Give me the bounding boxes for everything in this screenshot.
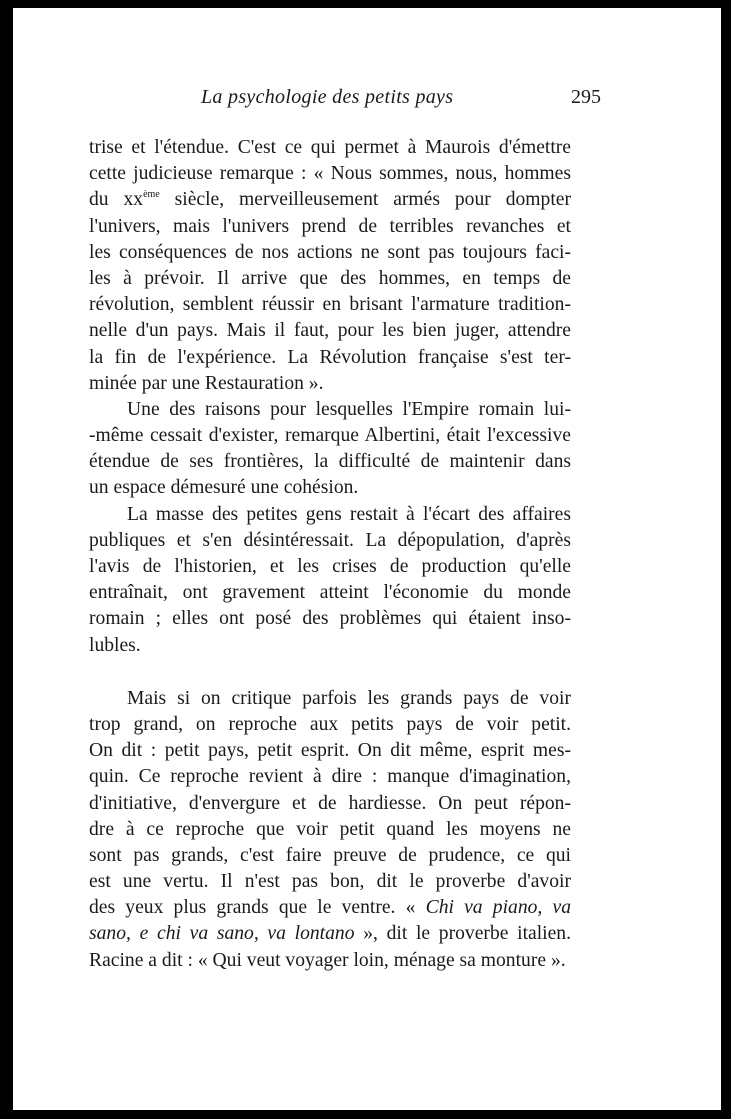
text-line: La masse des petites gens restait à l'écart des affaires	[127, 503, 571, 525]
text-fragment: des yeux plus grands que le ventre. «	[89, 897, 426, 919]
text-line: trise et l'étendue. C'est ce qui permet à Maurois d'émettre	[89, 137, 571, 158]
paragraph	[89, 502, 571, 659]
italic-quote: Chi va piano, va	[425, 897, 571, 919]
italic-quote: sano, e chi va sano, va lontano	[89, 923, 355, 945]
paragraph	[89, 135, 571, 397]
page-frame	[13, 8, 721, 1110]
text-line: Mais si on critique parfois les grands pays de voir	[127, 687, 571, 709]
text-line: romain ; elles ont posé des problèmes qui étaient inso-	[89, 608, 571, 630]
text-line	[89, 895, 571, 921]
superscript: ème	[143, 189, 160, 201]
text-line: Une des raisons pour lesquelles l'Empire romain lui-	[127, 398, 571, 420]
text-line: dre à ce reproche que voir petit quand les moyens ne	[89, 818, 571, 840]
page-number: 295	[571, 86, 601, 108]
text-line: révolution, semblent réussir en brisant l'armature tradition-	[89, 294, 571, 316]
book-page	[13, 8, 721, 1110]
text-line: trop grand, on reproche aux petits pays de voir petit.	[89, 713, 571, 735]
running-title: La psychologie des petits pays	[201, 86, 454, 108]
section-gap	[89, 659, 571, 686]
text-line: l'avis de l'historien, et les crises de production qu'elle	[89, 556, 571, 577]
body-text	[89, 135, 571, 974]
text-line: étendue de ses frontières, la difficulté de maintenir dans	[89, 451, 571, 473]
text-line: -même cessait d'exister, remarque Albertini, était l'excessive	[89, 425, 571, 447]
text-line: est une vertu. Il n'est pas bon, dit le proverbe d'avoir	[89, 871, 571, 893]
text-line: les à prévoir. Il arrive que des hommes, en temps de	[89, 267, 571, 289]
text-line	[89, 187, 571, 213]
text-line: l'univers, mais l'univers prend de terribles revanches et	[89, 215, 571, 237]
text-fragment: siècle, merveilleusement armés pour dompter	[159, 189, 571, 211]
text-line: d'initiative, d'envergure et de hardiesse. On peut répon-	[89, 792, 571, 814]
text-line	[89, 921, 571, 947]
text-line: nelle d'un pays. Mais il faut, pour les bien juger, attendre	[89, 320, 571, 342]
text-line: minée par une Restauration ».	[89, 372, 324, 394]
text-line: un espace démesuré une cohésion.	[89, 477, 359, 499]
text-line: quin. Ce reproche revient à dire : manque d'imagination,	[89, 766, 571, 788]
text-line: sont pas grands, c'est faire preuve de prudence, ce qui	[89, 844, 571, 866]
text-line: la fin de l'expérience. La Révolution française s'est ter-	[89, 346, 571, 368]
text-line: entraînait, ont gravement atteint l'économie du monde	[89, 582, 571, 604]
text-fragment: du xx	[89, 189, 144, 211]
page-header	[201, 86, 601, 126]
text-line: On dit : petit pays, petit esprit. On dit même, esprit mes-	[89, 740, 571, 762]
text-line: cette judicieuse remarque : « Nous sommes, nous, hommes	[89, 163, 571, 185]
text-line: Racine a dit : « Qui veut voyager loin, ménage sa monture ».	[89, 949, 566, 971]
paragraph	[89, 397, 571, 502]
paragraph	[89, 686, 571, 974]
text-line: les conséquences de nos actions ne sont pas toujours faci-	[89, 241, 571, 263]
text-line: lubles.	[89, 634, 141, 656]
text-fragment: », dit le proverbe italien.	[354, 923, 571, 945]
text-line: publiques et s'en désintéressait. La dépopulation, d'après	[89, 529, 571, 551]
